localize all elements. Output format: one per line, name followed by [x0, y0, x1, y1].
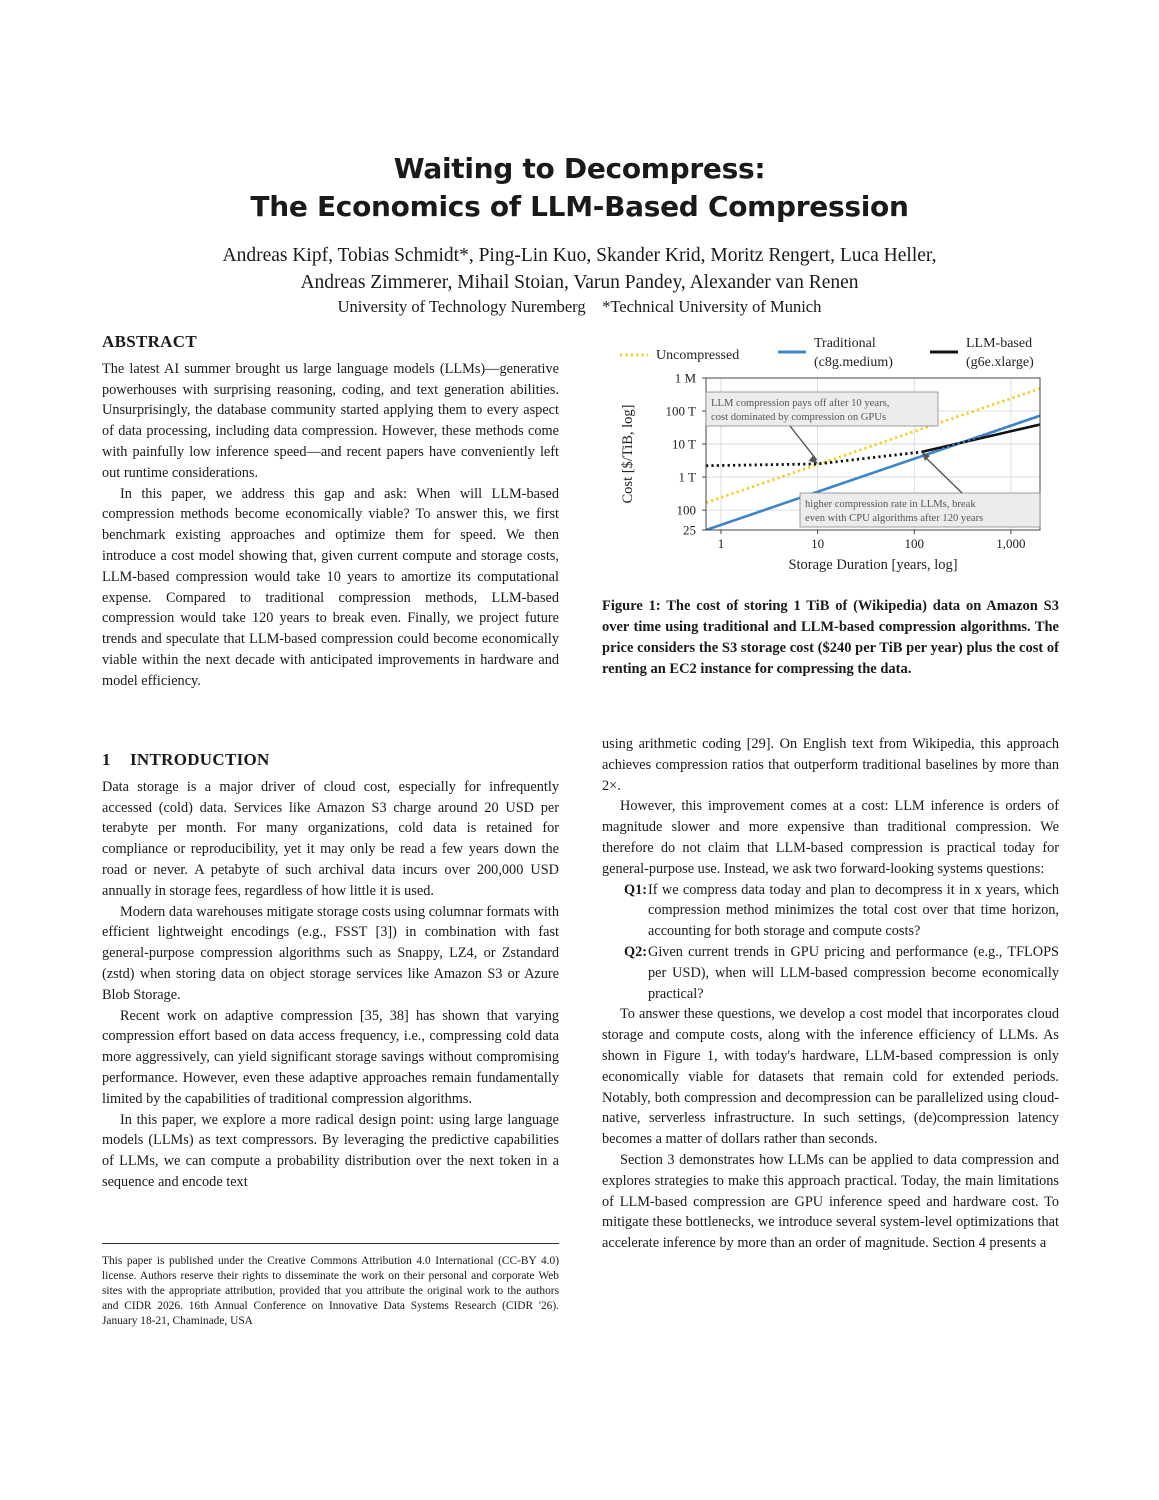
intro-heading: [102, 750, 559, 771]
license-footnote: This paper is published under the Creative Commons Attribution 4.0 International (CC-BY 4.0) license. Authors reserve their rights to disseminate the work on their personal and corporate Web sites with the appropriate attribution, provided that you attribute the original work to the authors and CIDR 2026. 16th Annual Conference on Innovative Data Systems Research (CIDR '26). January 18-21, Chaminade, USA: [102, 1243, 559, 1329]
question-1: [602, 880, 1059, 942]
annotation-120-years-text: even with CPU algorithms after 120 years: [805, 513, 984, 524]
legend-label: Uncompressed: [656, 348, 740, 363]
intro-section-number: 1: [102, 750, 111, 769]
annotation-10-years: [706, 392, 938, 426]
title-line-2: The Economics of LLM-Based Compression: [250, 190, 909, 223]
abstract-heading: ABSTRACT: [102, 332, 197, 351]
intro-paragraph-2: Modern data warehouses mitigate storage costs using columnar formats with efficient lightweight encodings (e.g., FSST [3]) in combination with fast general-purpose compression algorithms such as Snappy, LZ4, or Zstandard (zstd) when storing data on object storage services like Amazon S3 or Azure Blob Storage.: [102, 903, 559, 1003]
authors-line-2: Andreas Zimmerer, Mihail Stoian, Varun Pandey, Alexander van Renen: [300, 272, 859, 293]
legend-label: Traditional: [814, 336, 876, 351]
intro-paragraph-6: However, this improvement comes at a cost: LLM inference is orders of magnitude slower and more expensive than traditional compression. We therefore do not claim that LLM-based compression is practical today for general-purpose use. Instead, we ask two forward-looking systems questions:: [602, 798, 1059, 877]
intro-paragraph-8: Section 3 demonstrates how LLMs can be applied to data compression and explores strategies to make this approach practical. Today, the main limitations of LLM-based compression are GPU inference speed and hardware cost. To mitigate these bottlenecks, we introduce several system-level optimizations that accelerate inference by more than an order of magnitude. Section 4 presents a: [602, 1151, 1059, 1252]
left-column: [102, 332, 559, 692]
annotation-arrow-2: [924, 456, 962, 493]
legend-label: (c8g.medium): [814, 355, 893, 370]
series-line-llm-solid: [922, 425, 1040, 452]
question-2-label: Q2:: [624, 943, 648, 960]
intro-paragraph-5: using arithmetic coding [29]. On English text from Wikipedia, this approach achieves compression ratios that outperform traditional baselines by more than 2×.: [602, 736, 1059, 794]
annotation-120-years: [800, 493, 1040, 527]
x-tick-label: 10: [811, 536, 825, 551]
annotation-10-years-text: cost dominated by compression on GPUs: [711, 412, 887, 423]
x-axis-label: Storage Duration [years, log]: [788, 557, 958, 573]
y-tick-label: 1 M: [674, 370, 696, 386]
figure-1-chart: [600, 330, 1060, 580]
author-list: [0, 242, 1159, 296]
authors-line-1: Andreas Kipf, Tobias Schmidt*, Ping-Lin Kuo, Skander Krid, Moritz Rengert, Luca Heller,: [222, 245, 937, 266]
x-tick-label: 100: [904, 536, 925, 551]
y-tick-label: 1 T: [678, 469, 696, 485]
annotation-arrow-1: [790, 426, 817, 460]
paper-title: [0, 150, 1159, 226]
chart-legend: [620, 336, 1034, 370]
intro-paragraph-1: Data storage is a major driver of cloud cost, especially for infrequently accessed (cold) data. Services like Amazon S3 charge around 20 USD per terabyte per month. For many organizations, cold data is retained for compliance or reproducibility, yet it may only be read a few years down the road or never. A petabyte of such archival data incurs over 200,000 USD annually in storage fees, regardless of how little it is used.: [102, 778, 559, 899]
y-axis-label: Cost [$/TiB, log]: [620, 404, 636, 504]
affiliation: University of Technology Nuremberg *Technical University of Munich: [337, 297, 822, 316]
annotation-10-years-text: LLM compression pays off after 10 years,: [711, 398, 890, 409]
left-column-intro: [102, 750, 559, 1193]
question-2-text: Given current trends in GPU pricing and performance (e.g., TFLOPS per USD), when will LLM-based compression become economically practical?: [648, 943, 1059, 1002]
annotation-120-years-text: higher compression rate in LLMs, break: [805, 499, 976, 510]
question-2: [602, 942, 1059, 1004]
right-column: [602, 734, 1059, 1254]
title-line-1: Waiting to Decompress:: [393, 152, 766, 185]
legend-label: (g6e.xlarge): [966, 355, 1034, 370]
question-1-text: If we compress data today and plan to decompress it in x years, which compression method minimizes the total cost over that time horizon, accounting for both storage and compute costs?: [648, 881, 1059, 940]
intro-paragraph-4: In this paper, we explore a more radical design point: using large language models (LLMs) as text compressors. By leveraging the predictive capabilities of LLMs, we can compute a probability distribution over the next token in a sequence and encode text: [102, 1111, 559, 1190]
y-tick-label: 100: [676, 502, 696, 518]
figure-1-caption: Figure 1: The cost of storing 1 TiB of (Wikipedia) data on Amazon S3 over time using traditional and LLM-based compression algorithms. The price considers the S3 storage cost ($240 per TiB per year) plus the cost of renting an EC2 instance for compressing the data.: [602, 598, 1059, 677]
intro-section-title: INTRODUCTION: [130, 750, 270, 769]
abstract-paragraph-1: The latest AI summer brought us large language models (LLMs)—generative powerhouses with surprising reasoning, coding, and text generation abilities. Unsurprisingly, the database community started applying them to every aspect of data processing, including data compression. However, these methods come with painfully low inference speed—and recent papers have conveniently left out runtime considerations.: [102, 360, 559, 481]
abstract-paragraph-2: In this paper, we address this gap and ask: When will LLM-based compression methods become economically viable? To answer this, we first benchmark existing approaches and optimize them for speed. We then introduce a cost model showing that, given current compute and storage costs, LLM-based compression would take 10 years to amortize its computational expense. Compared to traditional compression methods, LLM-based compression would take 120 years to break even. Finally, we project future trends and speculate that LLM-based compression could become economically viable within the next decade with anticipated improvements in hardware and model efficiency.: [102, 485, 559, 689]
y-tick-label: 25: [683, 522, 696, 538]
intro-paragraph-3: Recent work on adaptive compression [35, 38] has shown that varying compression effort based on data access frequency, i.e., compressing cold data more aggressively, can yield significant storage savings without compromising performance. However, even these adaptive approaches remain fundamentally limited by the capabilities of traditional compression algorithms.: [102, 1007, 559, 1107]
y-tick-label: 10 T: [672, 436, 696, 452]
intro-paragraph-7: To answer these questions, we develop a cost model that incorporates cloud storage and compute costs, along with the inference efficiency of LLMs. As shown in Figure 1, with today's hardware, LLM-based compression is only economically viable for datasets that remain cold for extended periods. Notably, both compression and decompression can be parallelized using cloud-native, serverless infrastructure. In such settings, (de)compression latency becomes a matter of dollars rather than seconds.: [602, 1006, 1059, 1148]
x-tick-label: 1: [717, 536, 725, 551]
y-tick-label: 100 T: [665, 403, 696, 419]
question-1-label: Q1:: [624, 881, 648, 898]
chart-annotations: [706, 392, 1040, 527]
x-tick-label: 1,000: [996, 536, 1026, 551]
legend-label: LLM-based: [966, 336, 1033, 351]
